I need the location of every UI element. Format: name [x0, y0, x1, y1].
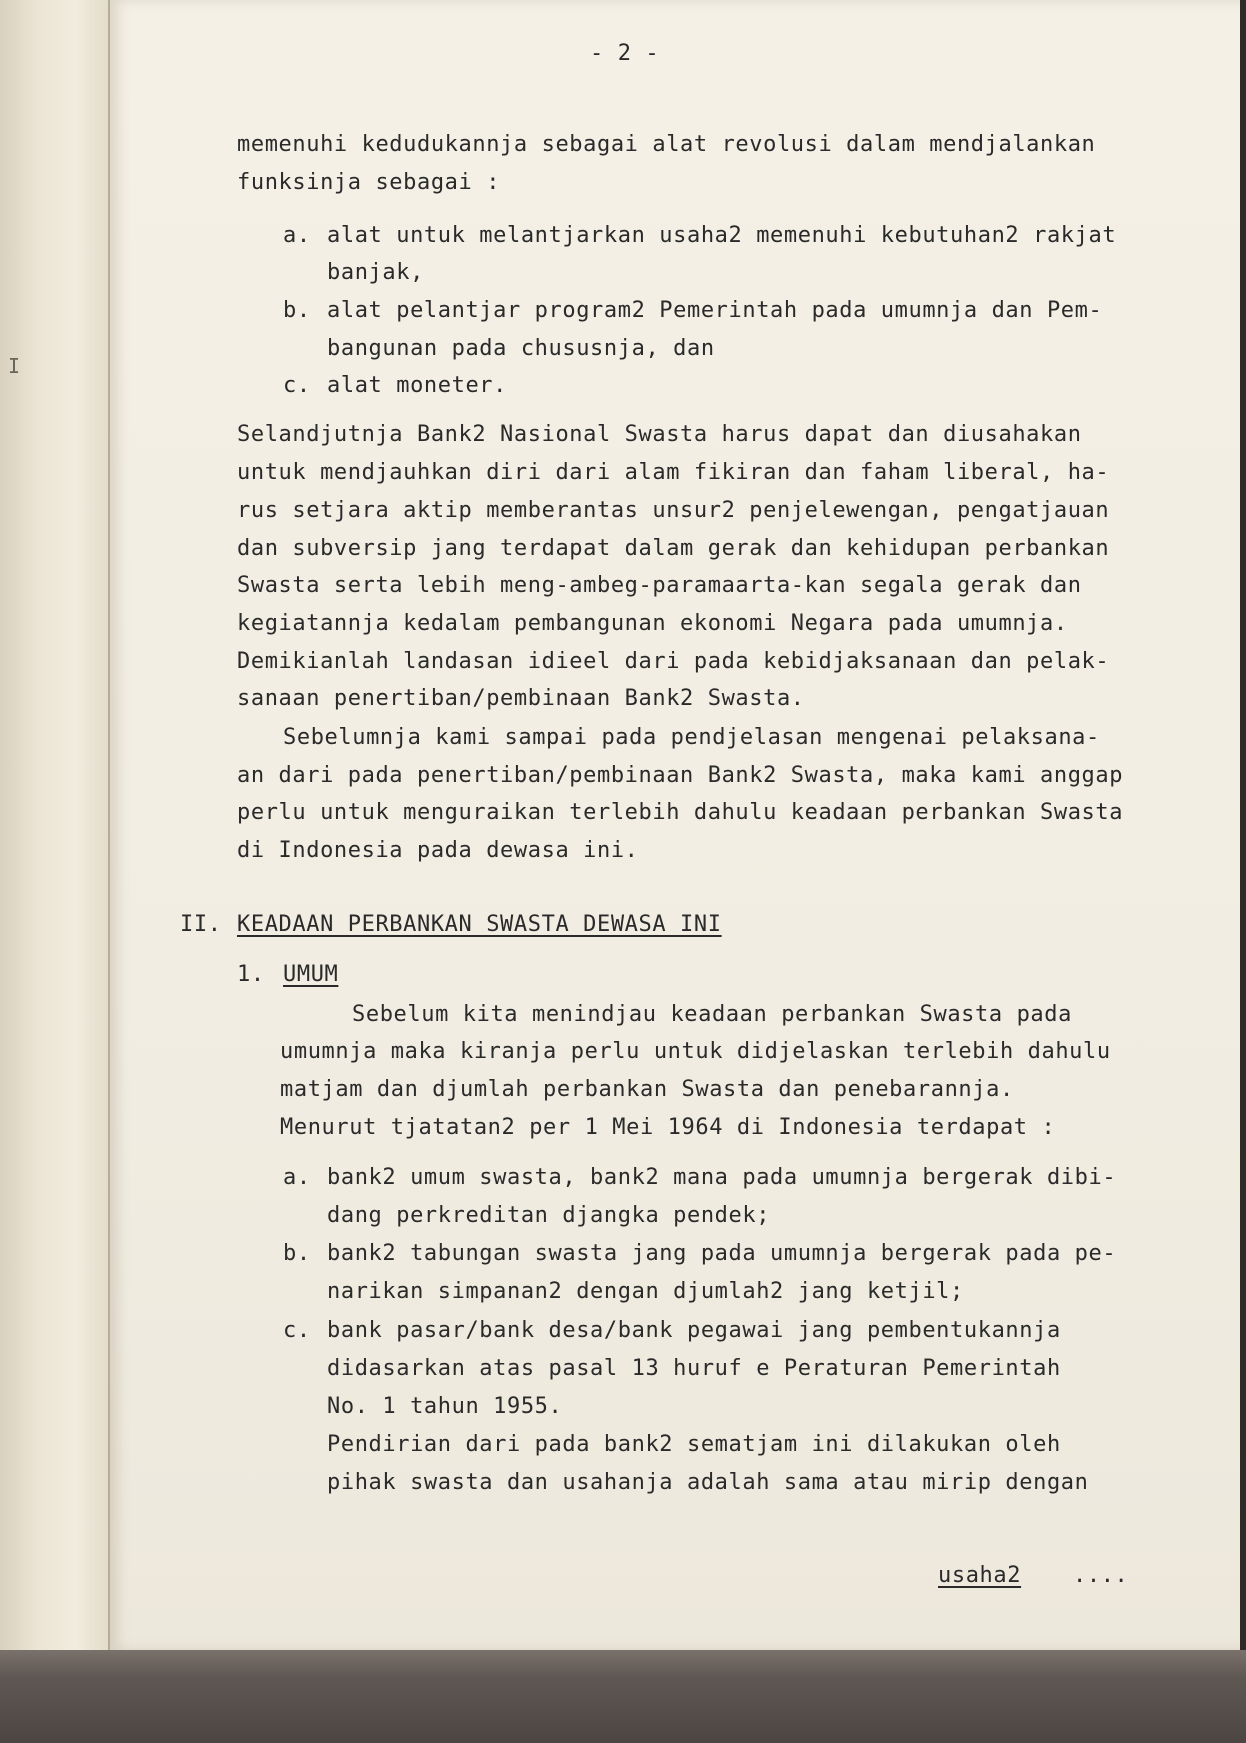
function-marker-a: a. [283, 223, 311, 248]
paragraph-1-line: rus setjara aktip memberantas unsur2 penjelewengan, pengatjauan [237, 498, 1110, 523]
paragraph-4-line: pihak swasta dan usahanja adalah sama atau mirip dengan [327, 1470, 1089, 1495]
subsection-number: 1. [237, 962, 265, 987]
function-a-line-2: banjak, [327, 260, 424, 285]
paragraph-3-line: Sebelum kita menindjau keadaan perbankan Swasta pada [352, 1002, 1072, 1027]
function-c-line-1: alat moneter. [327, 373, 507, 398]
paragraph-4-line: Pendirian dari pada bank2 sematjam ini dilakukan oleh [327, 1432, 1061, 1457]
bank-type-marker-b: b. [283, 1241, 311, 1266]
paragraph-1-line: dan subversip jang terdapat dalam gerak dan kehidupan perbankan [237, 536, 1110, 561]
intro-line-1: memenuhi kedudukannja sebagai alat revolusi dalam mendjalankan [237, 132, 1096, 157]
paragraph-1-line: untuk mendjauhkan diri dari alam fikiran dan faham liberal, ha- [237, 460, 1110, 485]
margin-mark: I [8, 354, 21, 378]
page-right-edge [1240, 0, 1246, 1650]
document-page [110, 0, 1246, 1650]
function-b-line-2: bangunan pada chususnja, dan [327, 336, 715, 361]
paragraph-2-line: an dari pada penertiban/pembinaan Bank2 Swasta, maka kami anggap [237, 763, 1124, 788]
section-title: KEADAAN PERBANKAN SWASTA DEWASA INI [237, 912, 722, 937]
paragraph-2-line: di Indonesia pada dewasa ini. [237, 838, 639, 863]
function-marker-c: c. [283, 373, 311, 398]
bank-type-c-line-3: No. 1 tahun 1955. [327, 1394, 563, 1419]
paragraph-2-line: Sebelumnja kami sampai pada pendjelasan mengenai pelaksana- [283, 725, 1100, 750]
scanner-bottom-edge [0, 1650, 1246, 1743]
paragraph-1-line: Swasta serta lebih meng-ambeg-paramaarta-kan segala gerak dan [237, 573, 1082, 598]
paragraph-3-line: umumnja maka kiranja perlu untuk didjelaskan terlebih dahulu [280, 1039, 1111, 1064]
function-b-line-1: alat pelantjar program2 Pemerintah pada umumnja dan Pem- [327, 298, 1103, 323]
paragraph-1-line: kegiatannja kedalam pembangunan ekonomi Negara pada umumnja. [237, 611, 1068, 636]
bank-type-a-line-2: dang perkreditan djangka pendek; [327, 1203, 771, 1228]
bank-type-marker-a: a. [283, 1165, 311, 1190]
function-marker-b: b. [283, 298, 311, 323]
function-a-line-1: alat untuk melantjarkan usaha2 memenuhi kebutuhan2 rakjat [327, 223, 1117, 248]
section-number: II. [180, 912, 222, 937]
bank-type-b-line-1: bank2 tabungan swasta jang pada umumnja bergerak pada pe- [327, 1241, 1117, 1266]
bank-type-b-line-2: narikan simpanan2 dengan djumlah2 jang ketjil; [327, 1279, 964, 1304]
intro-line-2: funksinja sebagai : [237, 170, 501, 195]
paragraph-1-line: Demikianlah landasan idieel dari pada kebidjaksanaan dan pelak- [237, 649, 1110, 674]
paragraph-1-line: sanaan penertiban/pembinaan Bank2 Swasta. [237, 686, 805, 711]
bank-type-marker-c: c. [283, 1318, 311, 1343]
bank-type-c-line-2: didasarkan atas pasal 13 huruf e Peraturan Pemerintah [327, 1356, 1061, 1381]
footer-catchword: usaha2 [938, 1563, 1022, 1588]
bank-type-c-line-1: bank pasar/bank desa/bank pegawai jang pembentukannja [327, 1318, 1061, 1343]
footer-continuation: .... [1073, 1563, 1129, 1588]
bank-type-a-line-1: bank2 umum swasta, bank2 mana pada umumnja bergerak dibi- [327, 1165, 1117, 1190]
adjacent-page-edge [0, 0, 108, 1650]
paragraph-2-line: perlu untuk menguraikan terlebih dahulu keadaan perbankan Swasta [237, 800, 1124, 825]
subsection-title: UMUM [283, 962, 339, 987]
page-number: - 2 - [590, 41, 660, 66]
paragraph-3-line: Menurut tjatatan2 per 1 Mei 1964 di Indonesia terdapat : [280, 1115, 1056, 1140]
paragraph-3-line: matjam dan djumlah perbankan Swasta dan penebarannja. [280, 1077, 1014, 1102]
paragraph-1-line: Selandjutnja Bank2 Nasional Swasta harus dapat dan diusahakan [237, 422, 1082, 447]
